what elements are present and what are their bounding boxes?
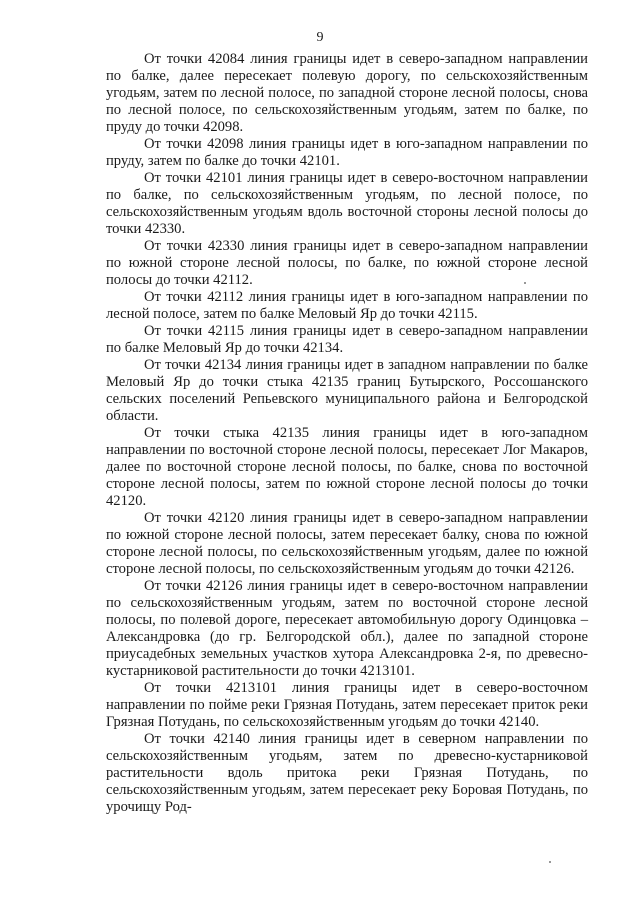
paragraph: От точки стыка 42135 линия границы идет в юго-западном направлении по восточной стороне лесной полосы, пересекает Лог Макаров, далее по восточной стороне лесной полосы, по балке, снова по восточной стороне лесной полосы, затем по южной стороне лесной полосы до точки 42120. — [106, 425, 588, 509]
paragraph: От точки 42115 линия границы идет в северо-западном направлении по балке Меловый Яр до точки 42134. — [106, 323, 588, 356]
page-number: 9 — [316, 30, 324, 45]
scan-speck — [524, 282, 526, 284]
paragraph: От точки 42330 линия границы идет в северо-западном направлении по южной стороне лесной полосы, по балке, по южной стороне лесной полосы до точки 42112. — [106, 238, 588, 288]
paragraph: От точки 42120 линия границы идет в северо-западном направлении по южной стороне лесной полосы, затем пересекает балку, снова по южной стороне лесной полосы, по сельскохозяйственным угодьям, далее по южной стороне лесной полосы, по сельскохозяйственным угодьям до точки 42126. — [106, 510, 588, 577]
scan-speck — [549, 861, 551, 863]
paragraph: От точки 42134 линия границы идет в западном направлении по балке Меловый Яр до точки стыка 42135 границ Бутырского, Россошанского сельских поселений Репьевского муниципального района и Белгородской области. — [106, 357, 588, 424]
paragraph: От точки 42126 линия границы идет в северо-восточном направлении по сельскохозяйственным угодьям, затем по восточной стороне лесной полосы, по полевой дороге, пересекает автомобильную дорогу Одинцовка – Александровка (до гр. Белгородской обл.), далее по западной стороне приусадебных земельных участков хутора Александровка 2-я, по древесно-кустарниковой растительности до точки 4213101. — [106, 578, 588, 679]
paragraph: От точки 4213101 линия границы идет в северо-восточном направлении по пойме реки Грязная Потудань, затем пересекает приток реки Грязная Потудань, по сельскохозяйственным угодьям до точки 42140. — [106, 680, 588, 730]
paragraph: От точки 42098 линия границы идет в юго-западном направлении по пруду, затем по балке до точки 42101. — [106, 136, 588, 169]
paragraph: От точки 42101 линия границы идет в северо-восточном направлении по балке, по сельскохозяйственным угодьям, по лесной полосе, по сельскохозяйственным угодьям вдоль восточной стороны лесной полосы до точки 42330. — [106, 170, 588, 237]
document-body — [106, 51, 588, 816]
paragraph: От точки 42084 линия границы идет в северо-западном направлении по балке, далее пересекает полевую дорогу, по сельскохозяйственным угодьям, затем по лесной полосе, по западной стороне лесной полосы, снова по лесной полосе, по сельскохозяйственным угодьям, затем по балке, по пруду до точки 42098. — [106, 51, 588, 135]
paragraph: От точки 42112 линия границы идет в юго-западном направлении по лесной полосе, затем по балке Меловый Яр до точки 42115. — [106, 289, 588, 322]
paragraph: От точки 42140 линия границы идет в северном направлении по сельскохозяйственным угодьям, затем по древесно-кустарниковой растительности вдоль притока реки Грязная Потудань, по сельскохозяйственным угодьям, затем пересекает реку Боровая Потудань, по урочищу Род- — [106, 731, 588, 815]
